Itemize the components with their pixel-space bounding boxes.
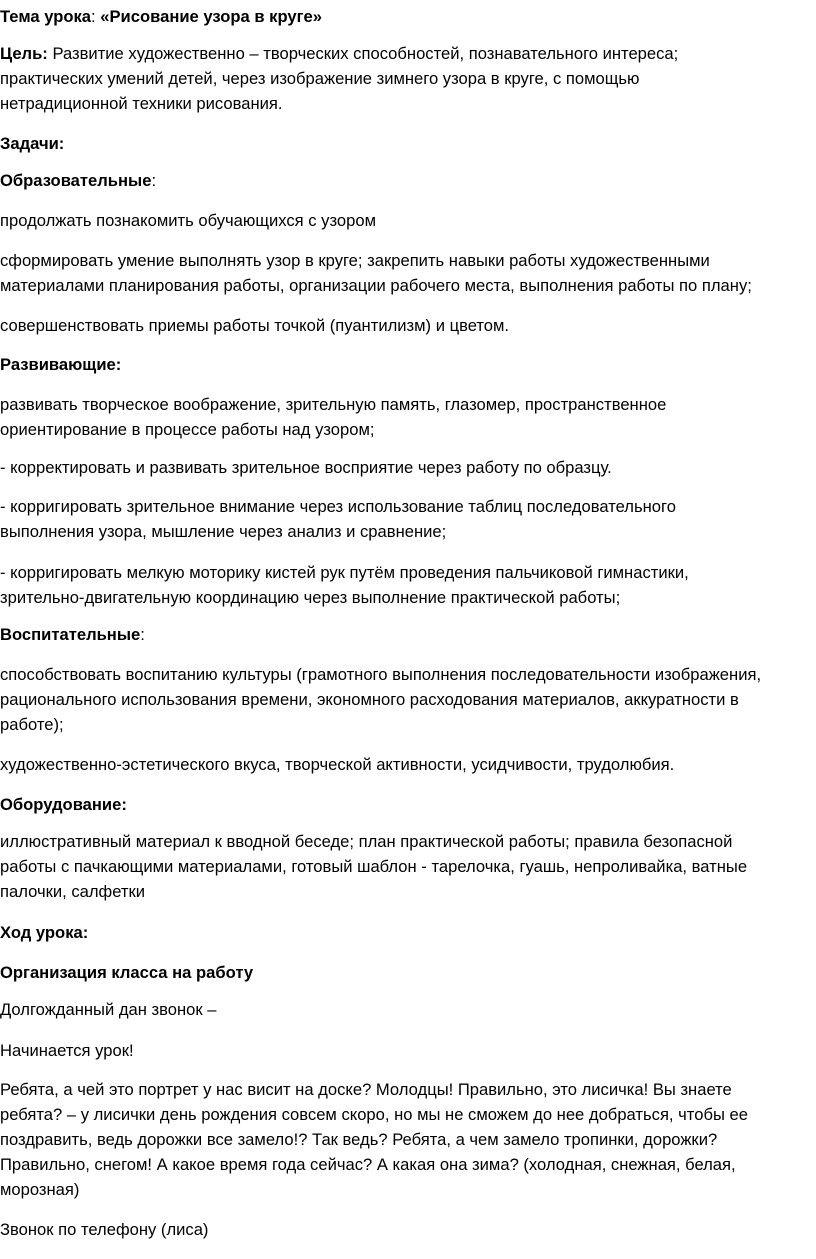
body-paragraph-3-line-1: Ребята, а чей это портрет у нас висит на доске? Молодцы! Правильно, это лисичка! Вы знаете [0,1080,732,1099]
goal-line-2: практических умений детей, через изображение зимнего узора в круге, с помощью [0,69,640,88]
educational-item-1: продолжать познакомить обучающихся с узором [0,211,376,230]
body-paragraph-4: Звонок по телефону (лиса) [0,1220,209,1239]
body-paragraph-3-line-2: ребята? – у лисички день рождения совсем скоро, но мы не сможем до нее добраться, чтобы ее [0,1105,748,1124]
topic-label: Тема урока [0,7,92,26]
educational-colon: : [151,171,157,190]
topic-line [0,4,322,30]
educational-heading [0,168,156,194]
organization-heading: Организация класса на работу [0,963,254,982]
goal-line-3: нетрадиционной техники рисования. [0,94,283,113]
upbringing-colon: : [140,625,145,644]
educational-item-2-line-2: материалами планирования работы, организации рабочего места, выполнения работы по плану; [0,276,752,295]
developmental-item-4-line-2: зрительно-двигательную координацию через выполнение практической работы; [0,588,621,607]
topic-colon: : [91,7,101,26]
developmental-item-3-line-1: - корригировать зрительное внимание через использование таблиц последовательного [0,497,676,516]
equipment-line-3: палочки, салфетки [0,882,146,901]
equipment-line-1: иллюстративный материал к вводной беседе; план практической работы; правила безопасной [0,832,733,851]
upbringing-item-1-line-3: работе); [0,715,64,734]
body-paragraph-3-line-5: морозная) [0,1180,80,1199]
body-paragraph-2: Начинается урок! [0,1041,134,1060]
upbringing-item-1-line-1: способствовать воспитанию культуры (грамотного выполнения последовательности изображения, [0,665,762,684]
lesson-heading: Ход урока: [0,923,89,942]
upbringing-item-1-line-2: рационального использования времени, экономного расходования материалов, аккуратности в [0,690,739,709]
developmental-item-4-line-1: - корригировать мелкую моторику кистей рук путём проведения пальчиковой гимнастики, [0,563,689,582]
equipment-line-2: работы с пачкающими материалами, готовый шаблон - тарелочка, гуашь, непроливайка, ватные [0,857,748,876]
upbringing-label: Воспитательные [0,625,141,644]
body-paragraph-1: Долгожданный дан звонок – [0,1000,217,1019]
goal-label: Цель: [0,44,48,63]
goal-line-1 [0,41,678,67]
goal-text-1: Развитие художественно – творческих способностей, познавательного интереса; [47,44,679,63]
topic-value: «Рисование узора в круге» [100,7,322,26]
developmental-item-1-line-2: ориентирование в процессе работы над узором; [0,420,375,439]
body-paragraph-3-line-4: Правильно, снегом! А какое время года сейчас? А какая она зима? (холодная, снежная, белая, [0,1155,736,1174]
upbringing-item-2: художественно-эстетического вкуса, творческой активности, усидчивости, трудолюбия. [0,755,675,774]
developmental-item-2: - корректировать и развивать зрительное восприятие через работу по образцу. [0,458,612,477]
developmental-heading: Развивающие: [0,355,122,374]
equipment-heading: Оборудование: [0,795,127,814]
educational-item-2-line-1: сформировать умение выполнять узор в круге; закрепить навыки работы художественными [0,251,710,270]
educational-item-3: совершенствовать приемы работы точкой (пуантилизм) и цветом. [0,316,510,335]
educational-label: Образовательные [0,171,152,190]
upbringing-heading [0,622,145,648]
developmental-item-1-line-1: развивать творческое воображение, зрительную память, глазомер, пространственное [0,395,667,414]
developmental-item-3-line-2: выполнения узора, мышление через анализ и сравнение; [0,522,447,541]
tasks-heading: Задачи: [0,134,65,153]
body-paragraph-3-line-3: поздравить, ведь дорожки все замело!? Так ведь? Ребята, а чем замело тропинки, дорожки? [0,1130,718,1149]
